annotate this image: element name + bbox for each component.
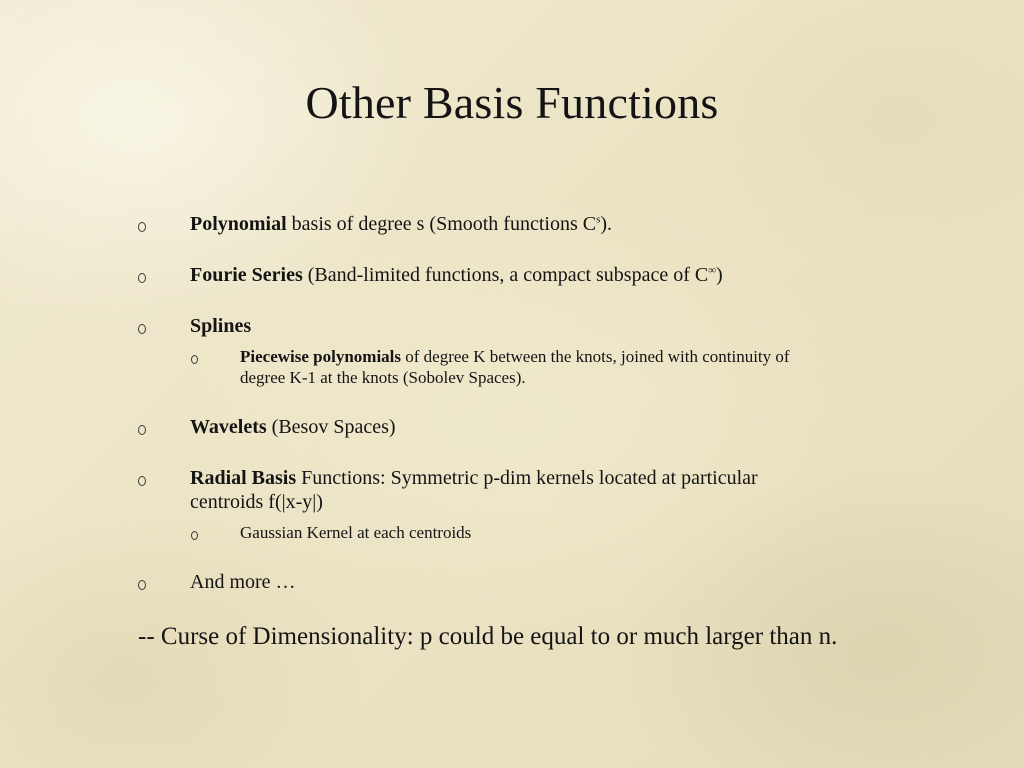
bullet-bold-label: Radial Basis bbox=[190, 467, 297, 489]
bullet-text: basis of degree s (Smooth functions C bbox=[286, 213, 597, 235]
superscript: s bbox=[596, 213, 601, 226]
bullet-tail: ). bbox=[600, 213, 613, 235]
sub-bullet-text: of degree K between the knots, joined with continuity of bbox=[401, 347, 790, 366]
bullet-text: (Band-limited functions, a compact subspace of C bbox=[302, 264, 709, 286]
bullet-circle-icon bbox=[138, 273, 146, 283]
bullet-circle-icon bbox=[138, 476, 146, 486]
sub-bullet-piecewise-polynomials bbox=[240, 346, 940, 388]
bullet-text: (Besov Spaces) bbox=[266, 416, 396, 438]
sub-bullet-text: Gaussian Kernel at each centroids bbox=[240, 523, 472, 542]
sub-bullet-gaussian-kernel bbox=[240, 522, 940, 543]
bullet-bold-label: Polynomial bbox=[190, 213, 287, 235]
sub-bullet-bold-label: Piecewise polynomials bbox=[240, 347, 402, 366]
bullet-polynomial bbox=[190, 212, 612, 236]
sub-bullet-circle-icon bbox=[191, 531, 198, 540]
bullet-radial-basis bbox=[190, 466, 758, 514]
bullet-circle-icon bbox=[138, 222, 146, 232]
slide-title: Other Basis Functions bbox=[305, 77, 719, 128]
bullet-text-line2: centroids f(|x-y|) bbox=[190, 491, 323, 513]
bullet-bold-label: Splines bbox=[190, 315, 252, 337]
superscript: ∞ bbox=[708, 264, 717, 277]
bullet-circle-icon bbox=[138, 425, 146, 435]
bullet-bold-label: Fourie Series bbox=[190, 264, 303, 286]
bullet-tail: ) bbox=[716, 264, 723, 286]
bullet-splines bbox=[190, 314, 251, 338]
bullet-text: Functions: Symmetric p-dim kernels located at particular bbox=[296, 467, 758, 489]
bullet-circle-icon bbox=[138, 580, 146, 590]
bullet-text: And more … bbox=[190, 571, 296, 593]
bullet-wavelets bbox=[190, 415, 396, 439]
bullet-and-more bbox=[190, 570, 296, 594]
bullet-circle-icon bbox=[138, 324, 146, 334]
curse-of-dimensionality-note: -- Curse of Dimensionality: p could be equal to or much larger than n. bbox=[138, 623, 838, 650]
bullet-fourier-series bbox=[190, 263, 723, 287]
bullet-bold-label: Wavelets bbox=[190, 416, 267, 438]
sub-bullet-circle-icon bbox=[191, 355, 198, 364]
sub-bullet-text-line2: degree K-1 at the knots (Sobolev Spaces). bbox=[240, 368, 526, 387]
